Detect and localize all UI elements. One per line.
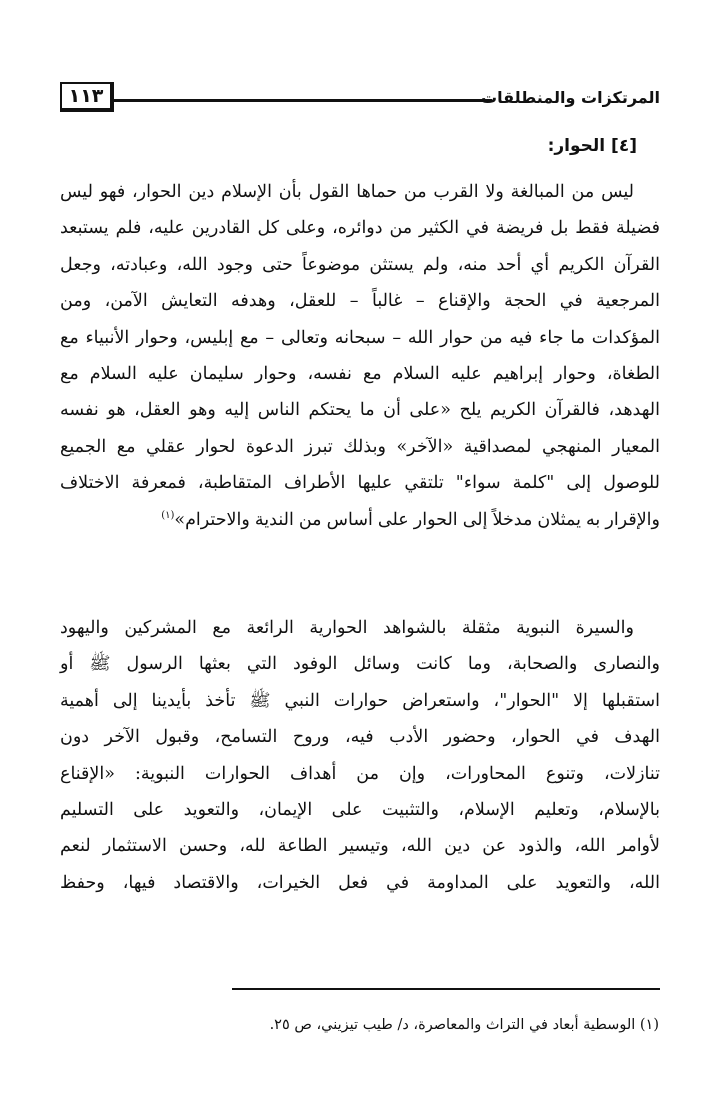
- paragraph-line: والسيرة النبوية مثقلة بالشواهد الحوارية الرائعة مع المشركين واليهود: [60, 618, 634, 638]
- header-rule: [114, 99, 492, 102]
- paragraph-line: المؤكدات ما جاء فيه من حوار الله – سبحانه وتعالى – مع إبليس، وحوار الأنبياء مع: [60, 327, 660, 348]
- paragraph-line: الهدف في الحوار، وحضور الأدب فيه، وروح التسامح، وقبول الآخر دون: [60, 727, 660, 748]
- paragraph-line: القرآن الكريم أي أحد منه، ولم يستثن موضوعاً حتى وجود الله، وعبادته، وجعل: [60, 254, 660, 275]
- paragraph-line: لأوامر الله، والذود عن دين الله، وتيسير الطاعة لله، وحسن الاستثمار لنعم: [60, 836, 660, 857]
- paragraph-line-text: والإقرار به يمثلان مدخلاً إلى الحوار على أساس من الندية والاحترام»: [174, 509, 660, 530]
- paragraph-line: بالإسلام، وتعليم الإسلام، والتثبيت على الإيمان، والتعويد على التسليم: [60, 800, 660, 821]
- paragraph-line: المرجعية في الحجة والإقناع – غالباً – للعقل، وهدفه التعايش الآمن، ومن: [60, 291, 660, 312]
- paragraph-line: ليس من المبالغة ولا القرب من حماها القول بأن الإسلام دين الحوار، فهو ليس: [60, 182, 634, 202]
- paragraph-line: الطغاة، وحوار إبراهيم عليه السلام مع نفسه، وحوار سليمان عليه السلام مع: [60, 364, 660, 385]
- footnote-reference[interactable]: (١): [161, 509, 175, 521]
- paragraph-line: المعيار المنهجي لمصداقية «الآخر» وبذلك تبرز الدعوة لحوار عقلي مع الجميع: [60, 436, 660, 457]
- paragraph-line: فضيلة فقط بل فريضة في الكثير من دوائره، وعلى كل القادرين عليه، فلم يستبعد: [60, 218, 660, 239]
- page-number: ١١٣: [60, 82, 114, 112]
- paragraph-line: للوصول إلى "كلمة سواء" تلتقي عليها الأطراف المتقاطبة، فمعرفة الاختلاف: [60, 473, 660, 494]
- footnote: (١) الوسطية أبعاد في التراث والمعاصرة، د/ طيب تيزيني، ص ٢٥.: [269, 1017, 659, 1033]
- paragraph-line: تنازلات، وتنوع المحاورات، وإن من أهداف الحوارات النبوية: «الإقناع: [60, 763, 660, 784]
- section-heading: [٤] الحوار:: [547, 136, 637, 156]
- paragraph-line: الهدهد، فالقرآن الكريم يلح «على أن ما يحتكم الناس إليه وهو العقل، هو نفسه: [60, 400, 660, 421]
- running-title: المرتكزات والمنطلقات: [481, 88, 660, 107]
- paragraph-line: استقبلها إلا "الحوار"، واستعراض حوارات النبي ﷺ تأخذ بأيدينا إلى أهمية: [60, 690, 660, 711]
- page-header: [60, 72, 660, 122]
- footnote-separator: [232, 988, 660, 990]
- paragraph-line: والنصارى والصحابة، وما كانت وسائل الوفود التي بعثها الرسول ﷺ أو: [60, 654, 660, 675]
- paragraph-line: [60, 502, 660, 538]
- paragraph-2: [60, 610, 660, 901]
- paragraph-1: [60, 174, 660, 538]
- paragraph-line: الله، والتعويد على المداومة في فعل الخيرات، والاقتصاد فيها، وحفظ: [60, 872, 660, 893]
